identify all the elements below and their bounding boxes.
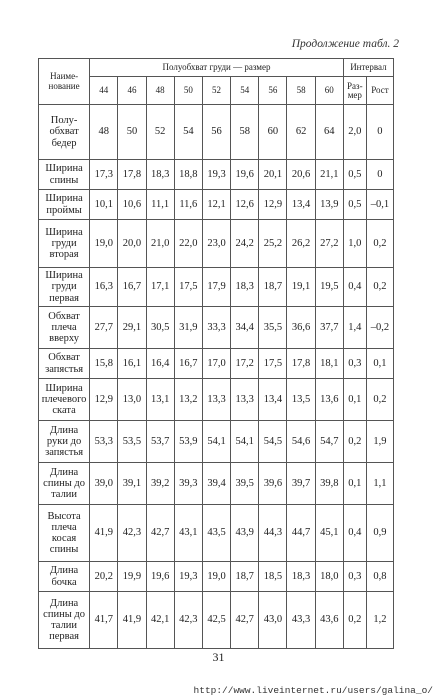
table-row bbox=[39, 463, 394, 505]
value-cell: 35,5 bbox=[259, 307, 287, 349]
value-cell: 39,0 bbox=[90, 463, 118, 505]
header-size-44: 44 bbox=[90, 77, 118, 105]
value-cell: 54,1 bbox=[231, 421, 259, 463]
value-cell: 17,0 bbox=[202, 349, 230, 379]
value-cell: 43,1 bbox=[174, 505, 202, 562]
value-cell: 21,1 bbox=[315, 160, 343, 190]
value-cell: 36,6 bbox=[287, 307, 315, 349]
value-cell: 17,5 bbox=[174, 268, 202, 307]
value-cell: 19,0 bbox=[202, 562, 230, 592]
value-cell: 18,5 bbox=[259, 562, 287, 592]
source-watermark: http://www.liveinternet.ru/users/galina_o/ bbox=[193, 685, 433, 696]
value-cell: 18,7 bbox=[231, 562, 259, 592]
header-size-50: 50 bbox=[174, 77, 202, 105]
header-size-58: 58 bbox=[287, 77, 315, 105]
value-cell: 53,9 bbox=[174, 421, 202, 463]
value-cell: 20,2 bbox=[90, 562, 118, 592]
table-row bbox=[39, 268, 394, 307]
value-cell: 19,1 bbox=[287, 268, 315, 307]
value-cell: 18,1 bbox=[315, 349, 343, 379]
value-cell: 18,3 bbox=[231, 268, 259, 307]
value-cell: 42,3 bbox=[174, 592, 202, 649]
value-cell: 13,9 bbox=[315, 190, 343, 220]
interval-height-cell: 0 bbox=[366, 160, 393, 190]
value-cell: 12,9 bbox=[259, 190, 287, 220]
value-cell: 56 bbox=[202, 105, 230, 160]
value-cell: 30,5 bbox=[146, 307, 174, 349]
value-cell: 13,5 bbox=[287, 379, 315, 421]
value-cell: 43,3 bbox=[287, 592, 315, 649]
header-interval-size: Раз-мер bbox=[343, 77, 366, 105]
value-cell: 41,9 bbox=[90, 505, 118, 562]
value-cell: 42,1 bbox=[146, 592, 174, 649]
row-name: Ширина спины bbox=[39, 160, 90, 190]
value-cell: 21,0 bbox=[146, 220, 174, 268]
interval-height-cell: 0,2 bbox=[366, 220, 393, 268]
table-row bbox=[39, 105, 394, 160]
value-cell: 13,0 bbox=[118, 379, 146, 421]
value-cell: 39,6 bbox=[259, 463, 287, 505]
table-row bbox=[39, 307, 394, 349]
row-name: Ширина груди первая bbox=[39, 268, 90, 307]
value-cell: 53,5 bbox=[118, 421, 146, 463]
header-size-46: 46 bbox=[118, 77, 146, 105]
value-cell: 17,3 bbox=[90, 160, 118, 190]
value-cell: 52 bbox=[146, 105, 174, 160]
row-name: Обхват плеча вверху bbox=[39, 307, 90, 349]
value-cell: 34,4 bbox=[231, 307, 259, 349]
value-cell: 53,7 bbox=[146, 421, 174, 463]
interval-height-cell: –0,2 bbox=[366, 307, 393, 349]
value-cell: 27,2 bbox=[315, 220, 343, 268]
table-row bbox=[39, 349, 394, 379]
header-interval-group: Интервал bbox=[343, 59, 393, 77]
value-cell: 22,0 bbox=[174, 220, 202, 268]
interval-size-cell: 1,4 bbox=[343, 307, 366, 349]
row-name: Длина спины до талии первая bbox=[39, 592, 90, 649]
value-cell: 39,5 bbox=[231, 463, 259, 505]
value-cell: 54,6 bbox=[287, 421, 315, 463]
header-size-48: 48 bbox=[146, 77, 174, 105]
value-cell: 26,2 bbox=[287, 220, 315, 268]
value-cell: 16,7 bbox=[118, 268, 146, 307]
value-cell: 10,1 bbox=[90, 190, 118, 220]
value-cell: 12,1 bbox=[202, 190, 230, 220]
value-cell: 12,6 bbox=[231, 190, 259, 220]
interval-size-cell: 0,1 bbox=[343, 379, 366, 421]
interval-height-cell: 1,1 bbox=[366, 463, 393, 505]
interval-height-cell: 0,2 bbox=[366, 379, 393, 421]
row-name: Длина спины до талии bbox=[39, 463, 90, 505]
interval-height-cell: –0,1 bbox=[366, 190, 393, 220]
value-cell: 11,6 bbox=[174, 190, 202, 220]
table-row bbox=[39, 160, 394, 190]
value-cell: 13,4 bbox=[259, 379, 287, 421]
value-cell: 19,3 bbox=[202, 160, 230, 190]
table-caption: Продолжение табл. 2 bbox=[291, 38, 399, 50]
table-row bbox=[39, 592, 394, 649]
interval-size-cell: 0,4 bbox=[343, 268, 366, 307]
value-cell: 41,9 bbox=[118, 592, 146, 649]
value-cell: 17,9 bbox=[202, 268, 230, 307]
interval-size-cell: 0,5 bbox=[343, 190, 366, 220]
value-cell: 13,2 bbox=[174, 379, 202, 421]
row-name: Ширина проймы bbox=[39, 190, 90, 220]
value-cell: 54,5 bbox=[259, 421, 287, 463]
row-name: Длина бочка bbox=[39, 562, 90, 592]
value-cell: 19,9 bbox=[118, 562, 146, 592]
value-cell: 23,0 bbox=[202, 220, 230, 268]
value-cell: 13,3 bbox=[231, 379, 259, 421]
value-cell: 43,5 bbox=[202, 505, 230, 562]
header-size-56: 56 bbox=[259, 77, 287, 105]
value-cell: 19,5 bbox=[315, 268, 343, 307]
interval-size-cell: 1,0 bbox=[343, 220, 366, 268]
interval-size-cell: 0,2 bbox=[343, 592, 366, 649]
interval-height-cell: 0,9 bbox=[366, 505, 393, 562]
value-cell: 10,6 bbox=[118, 190, 146, 220]
value-cell: 17,5 bbox=[259, 349, 287, 379]
interval-size-cell: 0,3 bbox=[343, 349, 366, 379]
value-cell: 50 bbox=[118, 105, 146, 160]
value-cell: 54,1 bbox=[202, 421, 230, 463]
header-interval-height: Рост bbox=[366, 77, 393, 105]
value-cell: 64 bbox=[315, 105, 343, 160]
interval-size-cell: 0,5 bbox=[343, 160, 366, 190]
value-cell: 18,0 bbox=[315, 562, 343, 592]
value-cell: 18,8 bbox=[174, 160, 202, 190]
table-row bbox=[39, 379, 394, 421]
table-row bbox=[39, 562, 394, 592]
value-cell: 39,1 bbox=[118, 463, 146, 505]
value-cell: 43,0 bbox=[259, 592, 287, 649]
value-cell: 27,7 bbox=[90, 307, 118, 349]
interval-height-cell: 0,8 bbox=[366, 562, 393, 592]
value-cell: 42,5 bbox=[202, 592, 230, 649]
value-cell: 15,8 bbox=[90, 349, 118, 379]
value-cell: 44,7 bbox=[287, 505, 315, 562]
header-size-60: 60 bbox=[315, 77, 343, 105]
value-cell: 13,4 bbox=[287, 190, 315, 220]
page-number: 31 bbox=[212, 650, 225, 664]
interval-size-cell: 0,4 bbox=[343, 505, 366, 562]
value-cell: 39,7 bbox=[287, 463, 315, 505]
interval-height-cell: 1,9 bbox=[366, 421, 393, 463]
value-cell: 19,3 bbox=[174, 562, 202, 592]
value-cell: 20,1 bbox=[259, 160, 287, 190]
value-cell: 16,4 bbox=[146, 349, 174, 379]
value-cell: 39,4 bbox=[202, 463, 230, 505]
interval-size-cell: 0,2 bbox=[343, 421, 366, 463]
interval-size-cell: 2,0 bbox=[343, 105, 366, 160]
row-name: Обхват запястья bbox=[39, 349, 90, 379]
value-cell: 39,3 bbox=[174, 463, 202, 505]
table-row bbox=[39, 220, 394, 268]
value-cell: 20,6 bbox=[287, 160, 315, 190]
value-cell: 39,8 bbox=[315, 463, 343, 505]
value-cell: 20,0 bbox=[118, 220, 146, 268]
interval-height-cell: 0,1 bbox=[366, 349, 393, 379]
value-cell: 42,7 bbox=[231, 592, 259, 649]
value-cell: 17,8 bbox=[287, 349, 315, 379]
value-cell: 13,3 bbox=[202, 379, 230, 421]
value-cell: 58 bbox=[231, 105, 259, 160]
table-row bbox=[39, 505, 394, 562]
interval-height-cell: 0,2 bbox=[366, 268, 393, 307]
table-row bbox=[39, 421, 394, 463]
value-cell: 31,9 bbox=[174, 307, 202, 349]
value-cell: 39,2 bbox=[146, 463, 174, 505]
row-name: Высота плеча косая спины bbox=[39, 505, 90, 562]
value-cell: 53,3 bbox=[90, 421, 118, 463]
value-cell: 19,6 bbox=[231, 160, 259, 190]
row-name: Длина руки до запястья bbox=[39, 421, 90, 463]
value-cell: 17,2 bbox=[231, 349, 259, 379]
row-name: Ширина груди вторая bbox=[39, 220, 90, 268]
value-cell: 60 bbox=[259, 105, 287, 160]
value-cell: 17,8 bbox=[118, 160, 146, 190]
value-cell: 37,7 bbox=[315, 307, 343, 349]
header-sizes-group: Полуобхват груди — размер bbox=[90, 59, 344, 77]
value-cell: 54,7 bbox=[315, 421, 343, 463]
row-name: Полу-обхват бедер bbox=[39, 105, 90, 160]
measurements-table bbox=[38, 58, 394, 649]
value-cell: 25,2 bbox=[259, 220, 287, 268]
value-cell: 54 bbox=[174, 105, 202, 160]
header-name-column: Наиме-нование bbox=[39, 59, 90, 105]
value-cell: 42,3 bbox=[118, 505, 146, 562]
table-row bbox=[39, 190, 394, 220]
value-cell: 42,7 bbox=[146, 505, 174, 562]
value-cell: 48 bbox=[90, 105, 118, 160]
value-cell: 16,3 bbox=[90, 268, 118, 307]
header-size-52: 52 bbox=[202, 77, 230, 105]
value-cell: 62 bbox=[287, 105, 315, 160]
value-cell: 29,1 bbox=[118, 307, 146, 349]
row-name: Ширина плечевого ската bbox=[39, 379, 90, 421]
value-cell: 16,1 bbox=[118, 349, 146, 379]
value-cell: 43,9 bbox=[231, 505, 259, 562]
interval-height-cell: 0 bbox=[366, 105, 393, 160]
interval-height-cell: 1,2 bbox=[366, 592, 393, 649]
value-cell: 17,1 bbox=[146, 268, 174, 307]
value-cell: 13,6 bbox=[315, 379, 343, 421]
value-cell: 44,3 bbox=[259, 505, 287, 562]
value-cell: 24,2 bbox=[231, 220, 259, 268]
value-cell: 41,7 bbox=[90, 592, 118, 649]
header-size-54: 54 bbox=[231, 77, 259, 105]
interval-size-cell: 0,3 bbox=[343, 562, 366, 592]
value-cell: 19,0 bbox=[90, 220, 118, 268]
interval-size-cell: 0,1 bbox=[343, 463, 366, 505]
value-cell: 11,1 bbox=[146, 190, 174, 220]
value-cell: 16,7 bbox=[174, 349, 202, 379]
value-cell: 18,7 bbox=[259, 268, 287, 307]
value-cell: 12,9 bbox=[90, 379, 118, 421]
value-cell: 43,6 bbox=[315, 592, 343, 649]
value-cell: 19,6 bbox=[146, 562, 174, 592]
value-cell: 18,3 bbox=[287, 562, 315, 592]
value-cell: 18,3 bbox=[146, 160, 174, 190]
value-cell: 13,1 bbox=[146, 379, 174, 421]
value-cell: 45,1 bbox=[315, 505, 343, 562]
value-cell: 33,3 bbox=[202, 307, 230, 349]
